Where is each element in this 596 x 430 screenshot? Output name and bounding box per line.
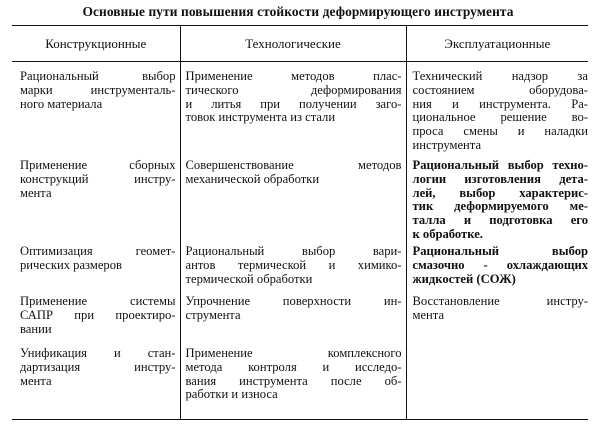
cell-line: марки инструменталь- <box>20 82 176 97</box>
cell-line: Рациональный выбор вари- <box>185 244 402 258</box>
cell-line: состоянием оборудова- <box>412 82 588 97</box>
cell-line: Восстановление инстру- <box>412 294 588 308</box>
cell-technological <box>180 62 406 160</box>
cell-line: Рациональный выбор <box>20 69 176 83</box>
cell-technological <box>180 245 406 295</box>
table-row <box>12 295 588 347</box>
cell-line: тического деформирования <box>185 82 402 97</box>
cell-line: конструкций инстру- <box>20 171 176 186</box>
table-row <box>12 245 588 295</box>
cell-line: термической обработки <box>185 271 313 286</box>
cell-line: Упрочнение поверхности ин- <box>185 294 402 308</box>
cell-line: механической обработки <box>185 171 320 186</box>
cell-line: смазочно - охлаждающих <box>412 257 588 272</box>
cell-line: циональное решение во- <box>412 110 588 125</box>
cell-line: работки и износа <box>185 387 278 402</box>
cell-line: и литья при получении заго- <box>185 96 402 111</box>
cell-operational-empty <box>406 347 588 420</box>
cell-operational <box>406 295 588 347</box>
cell-operational <box>406 159 588 245</box>
cell-line: дартизация инстру- <box>20 359 176 374</box>
cell-line: вании <box>20 321 52 336</box>
cell-line: Применение системы <box>20 294 176 308</box>
cell-line: жидкостей (СОЖ) <box>412 271 516 286</box>
cell-line: Технический надзор за <box>412 69 588 83</box>
header-constructional: Конструкционные <box>45 35 147 51</box>
cell-line: товок инструмента из стали <box>185 110 336 125</box>
cell-line: струмента <box>185 307 241 322</box>
cell-line: к обработке. <box>412 226 483 241</box>
cell-line: логии изготовления дета- <box>412 171 588 186</box>
cell-line: Применение сборных <box>20 158 176 172</box>
cell-line: Применение комплексного <box>185 346 402 360</box>
cell-line: тик деформируемого ме- <box>412 199 588 214</box>
cell-line: САПР при проектиро- <box>20 307 176 322</box>
cell-technological <box>180 159 406 245</box>
cell-constructional <box>12 347 180 420</box>
cell-operational <box>406 245 588 295</box>
cell-line: Совершенствование методов <box>185 158 402 172</box>
header-technological: Технологические <box>180 26 406 62</box>
table-row <box>12 347 588 420</box>
table-title: Основные пути повышения стойкости деформирующего инструмента <box>82 4 514 19</box>
header-operational: Эксплуатационные <box>406 26 588 62</box>
cell-line: Применение методов плас- <box>185 69 402 83</box>
cell-line: Унификация и стан- <box>20 346 176 360</box>
cell-line: талла и подготовка его <box>412 213 588 228</box>
table-row <box>12 62 588 160</box>
cell-line: ния и инструмента. Ра- <box>412 96 588 111</box>
cell-line: Рациональный выбор <box>412 244 588 258</box>
cell-line: мента <box>412 307 445 322</box>
cell-line: антов термической и химико- <box>185 257 402 272</box>
ways-table <box>12 25 588 420</box>
cell-line: Оптимизация геомет- <box>20 244 176 258</box>
cell-line: мента <box>20 185 52 200</box>
cell-line: лей, выбор характерис- <box>412 185 588 200</box>
header-row <box>12 26 588 62</box>
cell-line: проса смены и наладки <box>412 124 588 139</box>
cell-line: Рациональный выбор техно- <box>412 158 588 172</box>
cell-technological <box>180 347 406 420</box>
cell-line: рических размеров <box>20 257 122 272</box>
cell-line: инструмента <box>412 137 482 152</box>
cell-line: вания инструмента после об- <box>185 373 402 388</box>
cell-constructional <box>12 245 180 295</box>
cell-constructional <box>12 62 180 160</box>
table-row <box>12 159 588 245</box>
cell-line: метода контроля и исследо- <box>185 359 402 374</box>
cell-constructional <box>12 295 180 347</box>
cell-line: мента <box>20 373 52 388</box>
cell-line: ного материала <box>20 96 103 111</box>
cell-constructional <box>12 159 180 245</box>
cell-operational <box>406 62 588 160</box>
cell-technological <box>180 295 406 347</box>
